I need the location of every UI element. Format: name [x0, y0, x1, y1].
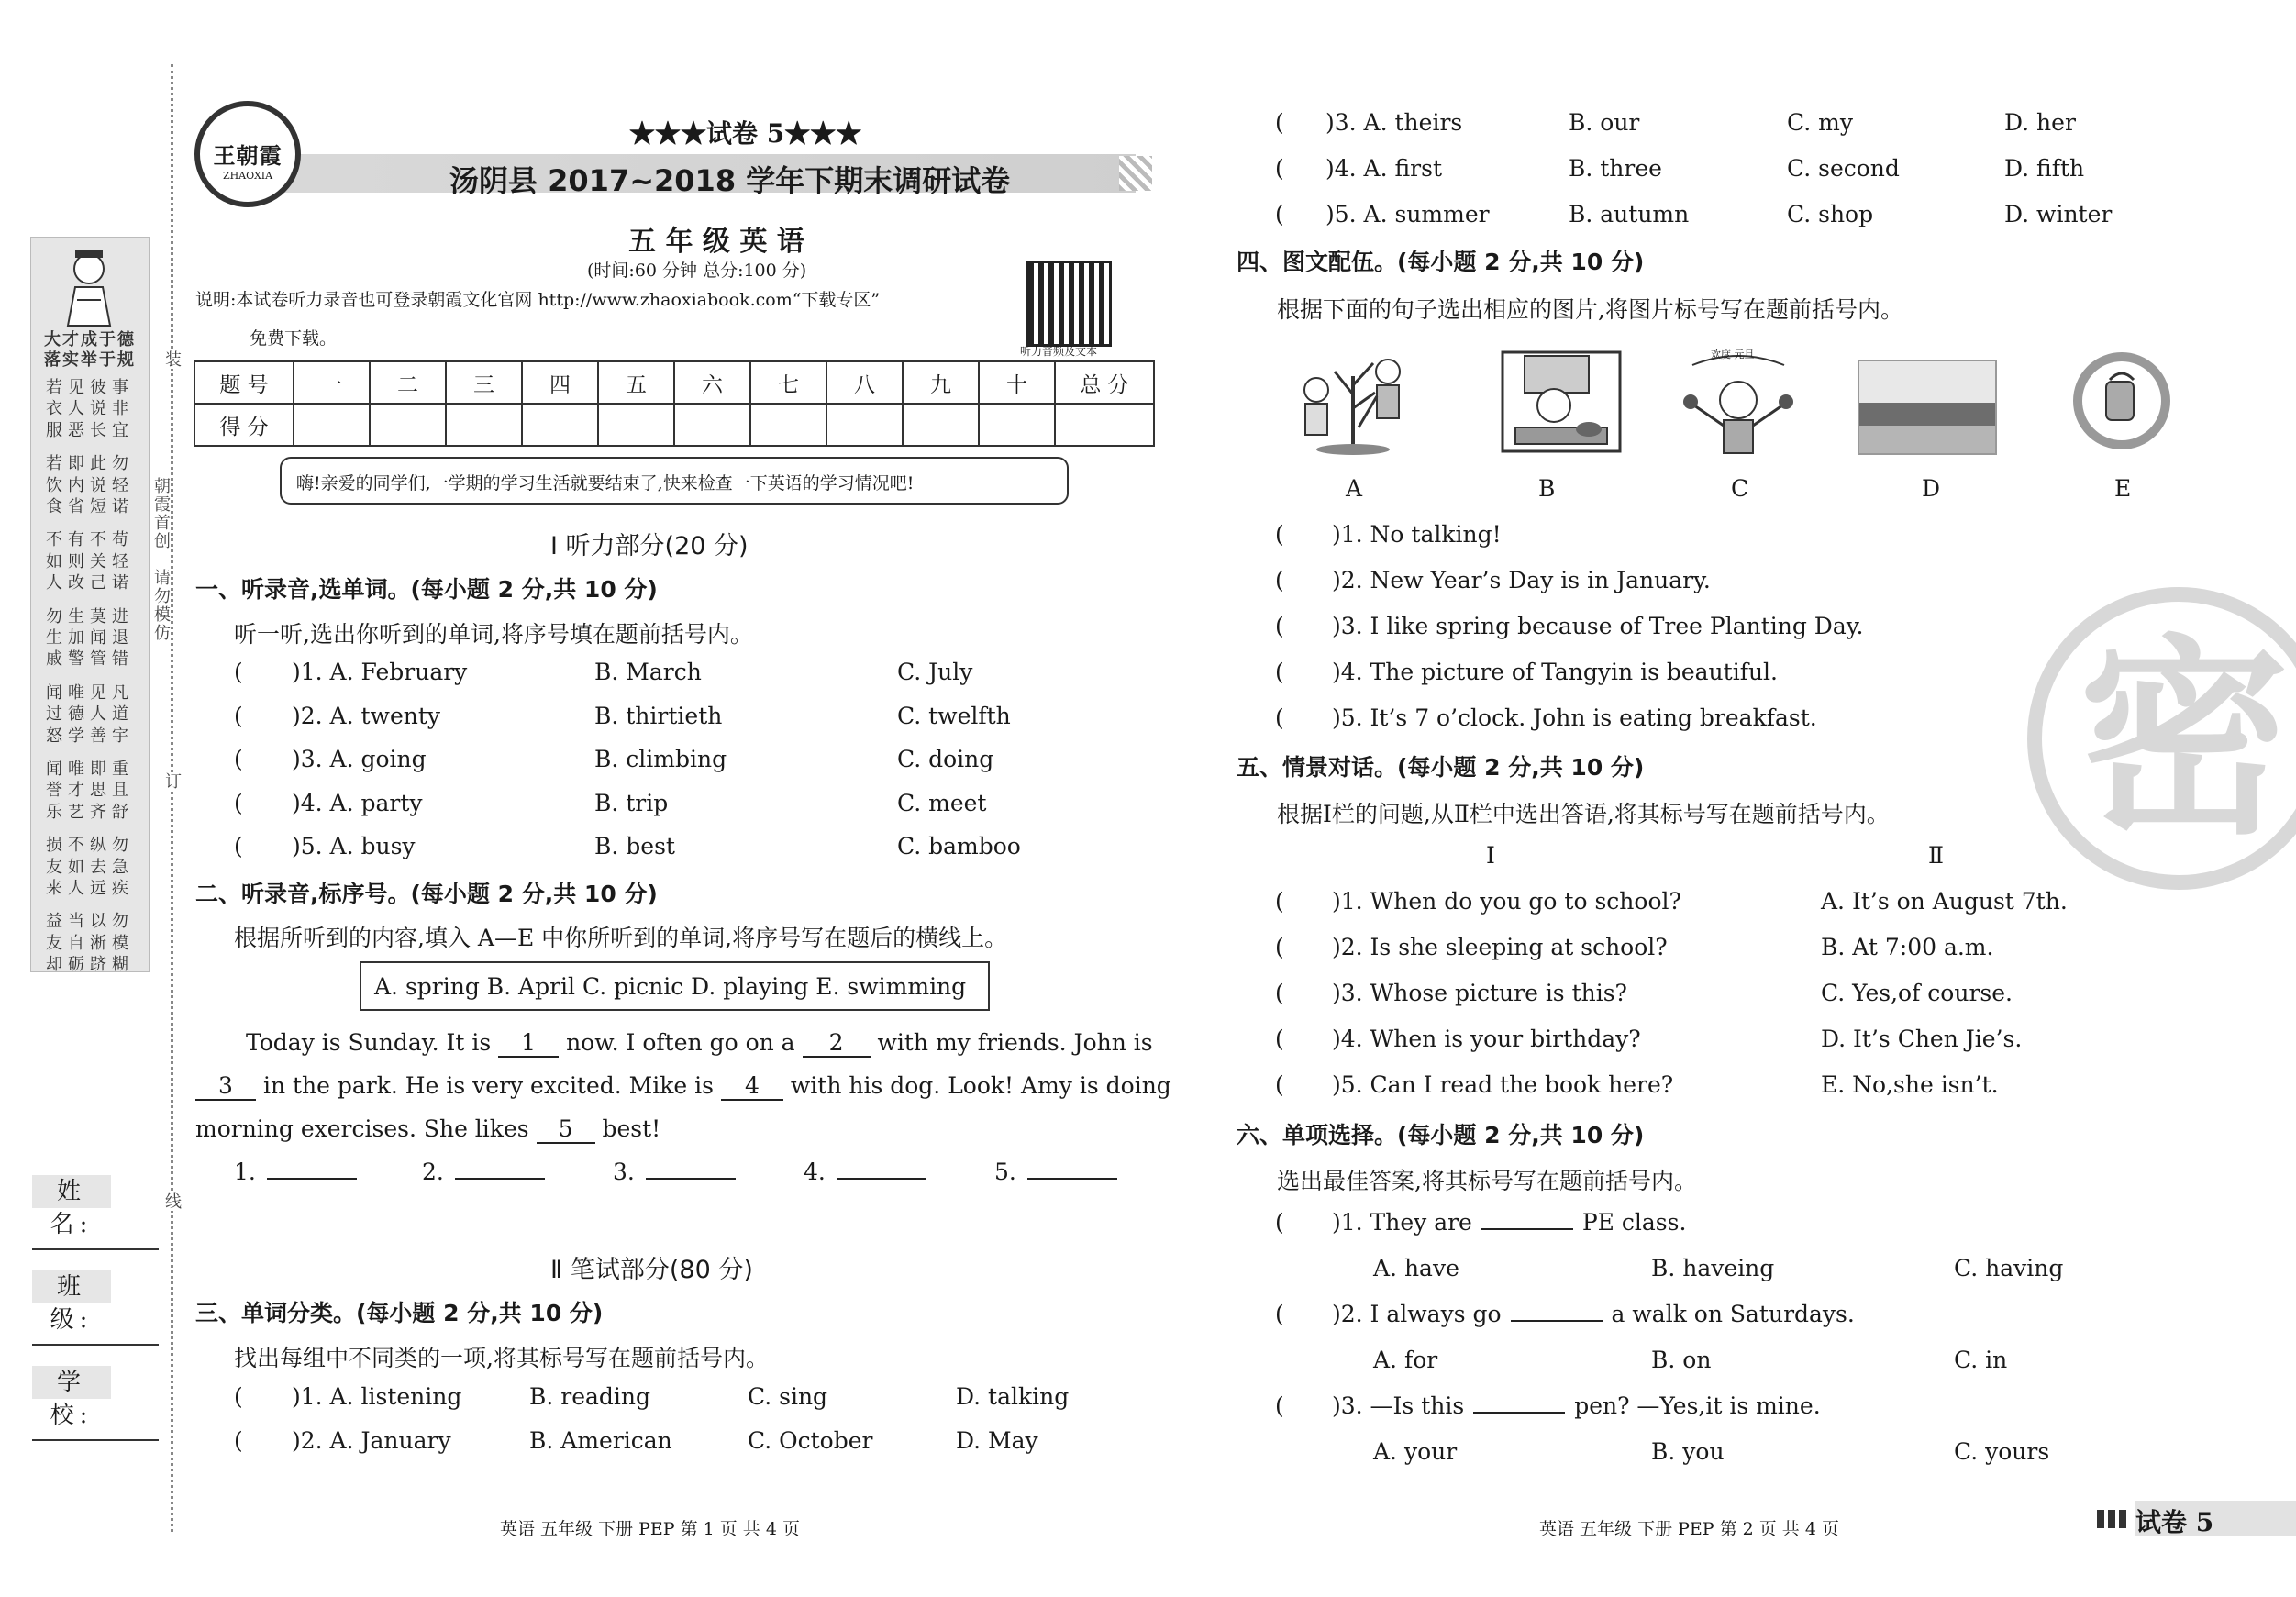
motto-line: 怒学善宇	[46, 726, 134, 746]
motto-line: 食省短诺	[46, 497, 134, 516]
paren[interactable]: (	[234, 746, 243, 772]
s3-item-b: B. our	[1569, 109, 1640, 136]
word-bank-text: A. spring B. April C. picnic D. playing E. swimming	[374, 973, 967, 1000]
score-header-cell: 二	[370, 361, 446, 404]
blank-5[interactable]: 5	[537, 1115, 595, 1144]
brand-logo	[194, 101, 301, 207]
blank-1[interactable]: 1	[498, 1029, 559, 1058]
motto-line: 服恶长宜	[46, 420, 134, 440]
picture-d	[1858, 360, 1997, 455]
motto-line: 若见彼事	[46, 378, 134, 397]
class-label: 班 级:	[32, 1270, 111, 1303]
school-label: 学 校:	[32, 1366, 111, 1399]
binding-line	[171, 64, 173, 1532]
s5-answer: A. It’s on August 7th.	[1821, 888, 2068, 915]
part2-title: Ⅱ 笔试部分(80 分)	[550, 1256, 753, 1284]
confidential-seal	[2027, 587, 2296, 890]
picture-c	[1674, 347, 1802, 470]
s6-option: A. your	[1373, 1438, 1458, 1465]
score-cell[interactable]	[826, 404, 903, 446]
score-cell[interactable]	[294, 404, 370, 446]
motto-line: 不有不苟	[46, 530, 134, 550]
s3-item-c: C. sing	[748, 1383, 828, 1410]
binding-mark-zhuang: 装	[160, 350, 183, 369]
subject-title: 五 年 级 英 语	[628, 226, 804, 258]
binding-mark-xian: 线	[160, 1192, 183, 1211]
motto-title-1: 大才成于德	[44, 330, 136, 349]
passage-line-1	[246, 1029, 1153, 1058]
answer-blank[interactable]	[646, 1178, 736, 1180]
logo-text: 王朝霞	[213, 142, 283, 169]
s5-question: )2. Is she sleeping at school?	[1332, 934, 1668, 960]
paren[interactable]: (	[1275, 1301, 1284, 1327]
class-field[interactable]	[32, 1344, 159, 1346]
answer-line	[422, 1159, 545, 1185]
score-header-cell: 三	[446, 361, 522, 404]
motto-line: 勿生莫进	[46, 606, 134, 627]
motto-line: 损不纵勿	[46, 836, 134, 856]
s4-item: )1. No talking!	[1332, 521, 1502, 548]
score-header-cell: 五	[598, 361, 674, 404]
s6-instruction: 选出最佳答案,将其标号写在题前括号内。	[1277, 1168, 1697, 1194]
logo-sub: ZHAOXIA	[222, 170, 273, 182]
motto-line: 饮内说轻	[46, 475, 134, 495]
motto-strip	[30, 237, 150, 975]
paren[interactable]: (	[1275, 521, 1284, 548]
word-bank	[360, 961, 990, 1011]
s3-item-d: D. May	[956, 1426, 1038, 1454]
s1-item-a: )2. A. twenty	[292, 702, 441, 729]
score-cell[interactable]	[446, 404, 522, 446]
picture-label: C	[1731, 475, 1749, 502]
motto-line: 若即此勿	[46, 454, 134, 474]
note-line-2: 免费下载。	[250, 328, 338, 349]
picture-label: E	[2114, 475, 2132, 502]
time-score: (时间:60 分钟 总分:100 分)	[587, 261, 807, 281]
s1-item-c: C. doing	[897, 746, 994, 772]
paren[interactable]: (	[1275, 659, 1284, 685]
s5-question: )5. Can I read the book here?	[1332, 1071, 1674, 1098]
s4-item: )2. New Year’s Day is in January.	[1332, 567, 1711, 593]
score-header-cell: 八	[826, 361, 903, 404]
paren[interactable]: (	[1275, 1392, 1284, 1419]
footer-left: 英语 五年级 下册 PEP 第 1 页 共 4 页	[500, 1519, 800, 1539]
score-header-cell: 总 分	[1055, 361, 1154, 404]
side-note-1: 朝霞首创	[151, 477, 171, 550]
s3-item-d: D. talking	[956, 1383, 1070, 1410]
s3-heading: 三、单词分类。(每小题 2 分,共 10 分)	[195, 1300, 604, 1326]
s5-answer: D. It’s Chen Jie’s.	[1821, 1026, 2023, 1052]
p3b: best!	[602, 1115, 661, 1142]
footer-badge-pattern	[2097, 1510, 2130, 1528]
banner-pattern	[1119, 156, 1152, 191]
score-header-cell: 六	[674, 361, 750, 404]
s6-blank[interactable]	[1481, 1228, 1573, 1230]
picture-c-sign: 欢度 元旦	[1711, 349, 1755, 360]
paren[interactable]: (	[1275, 567, 1284, 593]
motto-line: 友如去急	[46, 857, 134, 877]
motto-line: 戚警管错	[46, 649, 134, 670]
s1-item-a: )4. A. party	[292, 789, 423, 816]
footer-badge	[2135, 1501, 2296, 1536]
paren[interactable]: (	[1275, 201, 1284, 227]
paren[interactable]: (	[1275, 109, 1284, 136]
score-cell[interactable]	[674, 404, 750, 446]
s1-heading: 一、听录音,选单词。(每小题 2 分,共 10 分)	[195, 576, 658, 603]
binding-mark-ding: 订	[160, 772, 183, 791]
s6-stem: )3. —Is this	[1332, 1392, 1465, 1419]
s4-heading: 四、图文配伍。(每小题 2 分,共 10 分)	[1237, 249, 1645, 275]
s1-item-a: )1. A. February	[292, 659, 468, 685]
s4-item: )5. It’s 7 o’clock. John is eating breakfast.	[1332, 704, 1817, 731]
passage-line-3	[195, 1115, 660, 1144]
motto-line: 人改己诺	[46, 573, 134, 593]
blank-4[interactable]: 4	[721, 1072, 783, 1101]
s3-item-a: )4. A. first	[1325, 155, 1443, 182]
s1-item-b: B. trip	[594, 789, 669, 816]
s6-stem: )1. They are	[1332, 1209, 1472, 1236]
score-header-cell: 四	[522, 361, 598, 404]
score-header-cell: 题 号	[194, 361, 294, 404]
score-cell[interactable]	[370, 404, 446, 446]
answer-line	[804, 1159, 926, 1185]
s6-heading: 六、单项选择。(每小题 2 分,共 10 分)	[1237, 1122, 1645, 1148]
s6-question-3	[1332, 1392, 1821, 1419]
blank-2[interactable]: 2	[803, 1029, 871, 1058]
p3a: morning exercises. She likes	[195, 1115, 529, 1142]
answer-blank[interactable]	[837, 1178, 926, 1180]
s3-item-c: C. shop	[1787, 201, 1874, 227]
s5-answer: E. No,she isn’t.	[1821, 1071, 1999, 1098]
score-cell[interactable]	[903, 404, 979, 446]
paren[interactable]: (	[1275, 1026, 1284, 1052]
name-label: 姓 名:	[32, 1175, 111, 1208]
score-cell[interactable]	[979, 404, 1055, 446]
score-header-cell: 九	[903, 361, 979, 404]
p2a: in the park. He is very excited. Mike is	[262, 1072, 714, 1099]
s6-option: B. on	[1651, 1347, 1712, 1373]
paren[interactable]: (	[1275, 934, 1284, 960]
s4-instruction: 根据下面的句子选出相应的图片,将图片标号写在题前括号内。	[1277, 296, 1903, 323]
s1-item-c: C. July	[897, 659, 973, 685]
picture-label: B	[1538, 475, 1556, 502]
s2-heading: 二、听录音,标序号。(每小题 2 分,共 10 分)	[195, 881, 658, 907]
paren[interactable]: (	[1275, 1209, 1284, 1236]
picture-b	[1497, 347, 1625, 460]
s5-column-2: Ⅱ	[1928, 842, 1944, 869]
s5-answer: C. Yes,of course.	[1821, 980, 2013, 1006]
s3-item-a: )1. A. listening	[292, 1383, 462, 1410]
s3-item-d: D. her	[2004, 109, 2076, 136]
paren[interactable]: (	[234, 702, 243, 729]
scholar-figure	[59, 245, 119, 327]
s3-item-d: D. winter	[2004, 201, 2113, 227]
s4-item: )3. I like spring because of Tree Planting Day.	[1332, 613, 1864, 639]
paren[interactable]: (	[1275, 704, 1284, 731]
score-header-cell: 十	[979, 361, 1055, 404]
answer-number: 4.	[804, 1159, 826, 1185]
s1-item-c: C. twelfth	[897, 702, 1011, 729]
paper-number: ★★★试卷 5★★★	[629, 118, 862, 149]
seal-char: 密	[2079, 618, 2290, 863]
s6-question-1	[1332, 1209, 1686, 1236]
paren[interactable]: (	[234, 659, 243, 685]
s3-item-a: )2. A. January	[292, 1426, 451, 1454]
picture-label: D	[1922, 475, 1941, 502]
score-header-cell: 一	[294, 361, 370, 404]
answer-number: 1.	[234, 1159, 256, 1185]
s3-item-a: )5. A. summer	[1325, 201, 1490, 227]
picture-e	[2071, 350, 2172, 455]
s6-blank[interactable]	[1473, 1412, 1565, 1414]
motto-line: 生加闻退	[46, 628, 134, 648]
motto-line: 闻唯即重	[46, 760, 134, 779]
answer-line	[994, 1159, 1117, 1185]
s1-item-c: C. meet	[897, 789, 987, 816]
paren[interactable]: (	[234, 1426, 243, 1454]
s3-item-b: B. autumn	[1569, 201, 1690, 227]
s6-option: A. for	[1373, 1347, 1438, 1373]
motto-line: 乐艺齐舒	[46, 802, 134, 822]
s6-stem-end: a walk on Saturdays.	[1611, 1301, 1855, 1327]
s3-item-b: B. reading	[529, 1383, 651, 1410]
score-table	[194, 360, 1155, 447]
answer-blank[interactable]	[455, 1178, 545, 1180]
s1-item-b: B. thirtieth	[594, 702, 723, 729]
s5-answer: B. At 7:00 a.m.	[1821, 934, 1994, 960]
s4-item: )4. The picture of Tangyin is beautiful.	[1332, 659, 1778, 685]
s6-question-2	[1332, 1301, 1855, 1327]
motto-line: 闻唯见凡	[46, 682, 134, 703]
s3-item-c: C. October	[748, 1426, 873, 1454]
s3-item-c: C. my	[1787, 109, 1853, 136]
s1-instruction: 听一听,选出你听到的单词,将序号填在题前括号内。	[234, 621, 753, 648]
score-cell[interactable]	[598, 404, 674, 446]
s1-item-c: C. bamboo	[897, 833, 1021, 859]
school-field[interactable]	[32, 1439, 159, 1441]
passage-line-2	[195, 1072, 1171, 1101]
side-note-2: 请勿模仿	[151, 569, 171, 642]
p1b: now. I often go on a	[566, 1029, 795, 1056]
p1c: with my friends. John is	[877, 1029, 1153, 1056]
score-cell[interactable]	[750, 404, 826, 446]
s3-item-a: )3. A. theirs	[1325, 109, 1463, 136]
qr-caption: 听力音频及文本	[1020, 345, 1098, 358]
score-value-row	[194, 404, 1154, 446]
paren[interactable]: (	[234, 1383, 243, 1410]
answer-blank[interactable]	[267, 1178, 357, 1180]
s1-item-b: B. March	[594, 659, 702, 685]
motto-line: 誉才思且	[46, 781, 134, 801]
s5-question: )4. When is your birthday?	[1332, 1026, 1641, 1052]
p1a: Today is Sunday. It is	[246, 1029, 492, 1056]
s6-stem: )2. I always go	[1332, 1301, 1502, 1327]
answer-blank[interactable]	[1027, 1178, 1117, 1180]
s6-option: A. have	[1373, 1255, 1459, 1281]
motto-line: 却砺跻糊	[46, 955, 134, 975]
picture-a	[1289, 339, 1417, 462]
greeting-text: 嗨!亲爱的同学们,一学期的学习生活就要结束了,快来检查一下英语的学习情况吧!	[296, 473, 915, 494]
name-field[interactable]	[32, 1248, 159, 1250]
s3-instruction: 找出每组中不同类的一项,将其标号写在题前括号内。	[234, 1345, 769, 1371]
greeting-box	[280, 457, 1069, 505]
note-line-1: 说明:本试卷听力录音也可登录朝霞文化官网 http://www.zhaoxiabook.com“下载专区”	[195, 290, 881, 310]
s3-item-c: C. second	[1787, 155, 1900, 182]
s5-column-1: Ⅰ	[1486, 842, 1495, 869]
motto-line: 衣人说非	[46, 399, 134, 419]
part1-title: Ⅰ 听力部分(20 分)	[550, 532, 749, 560]
s3-item-d: D. fifth	[2004, 155, 2085, 182]
paren[interactable]: (	[234, 833, 243, 859]
s6-stem-end: PE class.	[1581, 1209, 1687, 1236]
s6-option: C. having	[1954, 1255, 2064, 1281]
paper-title: 汤阴县 2017~2018 学年下期末调研试卷	[449, 163, 1011, 198]
answer-number: 5.	[994, 1159, 1016, 1185]
s5-question: )1. When do you go to school?	[1332, 888, 1681, 915]
s1-item-b: B. best	[594, 833, 675, 859]
s6-blank[interactable]	[1511, 1320, 1603, 1322]
s2-instruction: 根据所听到的内容,填入 A—E 中你所听到的单词,将序号写在题后的横线上。	[234, 925, 1008, 951]
s6-option: B. haveing	[1651, 1255, 1775, 1281]
s5-question: )3. Whose picture is this?	[1332, 980, 1627, 1006]
answer-line	[613, 1159, 736, 1185]
motto-title-2: 落实举于规	[44, 350, 136, 370]
answer-number: 3.	[613, 1159, 635, 1185]
score-header-cell: 七	[750, 361, 826, 404]
s5-instruction: 根据Ⅰ栏的问题,从Ⅱ栏中选出答语,将其标号写在题前括号内。	[1277, 801, 1890, 827]
s1-item-a: )3. A. going	[292, 746, 427, 772]
motto-line: 来人远疾	[46, 879, 134, 898]
paren[interactable]: (	[1275, 980, 1284, 1006]
motto-line: 如则关轻	[46, 551, 134, 571]
s1-item-b: B. climbing	[594, 746, 727, 772]
paren[interactable]: (	[1275, 155, 1284, 182]
answer-line	[234, 1159, 357, 1185]
s6-option: C. in	[1954, 1347, 2008, 1373]
score-cell[interactable]	[1055, 404, 1154, 446]
motto-line: 友自淅模	[46, 933, 134, 953]
s5-heading: 五、情景对话。(每小题 2 分,共 10 分)	[1237, 754, 1645, 781]
footer-right: 英语 五年级 下册 PEP 第 2 页 共 4 页	[1539, 1519, 1839, 1539]
blank-3[interactable]: 3	[195, 1072, 256, 1101]
score-row-label: 得 分	[194, 404, 294, 446]
s1-item-a: )5. A. busy	[292, 833, 416, 859]
picture-label: A	[1346, 475, 1363, 502]
paren[interactable]: (	[1275, 613, 1284, 639]
s6-stem-end: pen? —Yes,it is mine.	[1574, 1392, 1821, 1419]
p2b: with his dog. Look! Amy is doing	[790, 1072, 1171, 1099]
motto-line: 益当以勿	[46, 912, 134, 932]
score-cell[interactable]	[522, 404, 598, 446]
paren[interactable]: (	[1275, 888, 1284, 915]
motto-line: 过德人道	[46, 704, 134, 725]
score-header-row	[194, 361, 1154, 404]
footer-badge-text: 试卷 5	[2135, 1507, 2214, 1537]
answer-number: 2.	[422, 1159, 444, 1185]
qr-code[interactable]	[1026, 261, 1112, 347]
s6-option: B. you	[1651, 1438, 1725, 1465]
s3-item-b: B. American	[529, 1426, 672, 1454]
paren[interactable]: (	[234, 789, 243, 816]
s3-item-b: B. three	[1569, 155, 1662, 182]
s6-option: C. yours	[1954, 1438, 2050, 1465]
paren[interactable]: (	[1275, 1071, 1284, 1098]
